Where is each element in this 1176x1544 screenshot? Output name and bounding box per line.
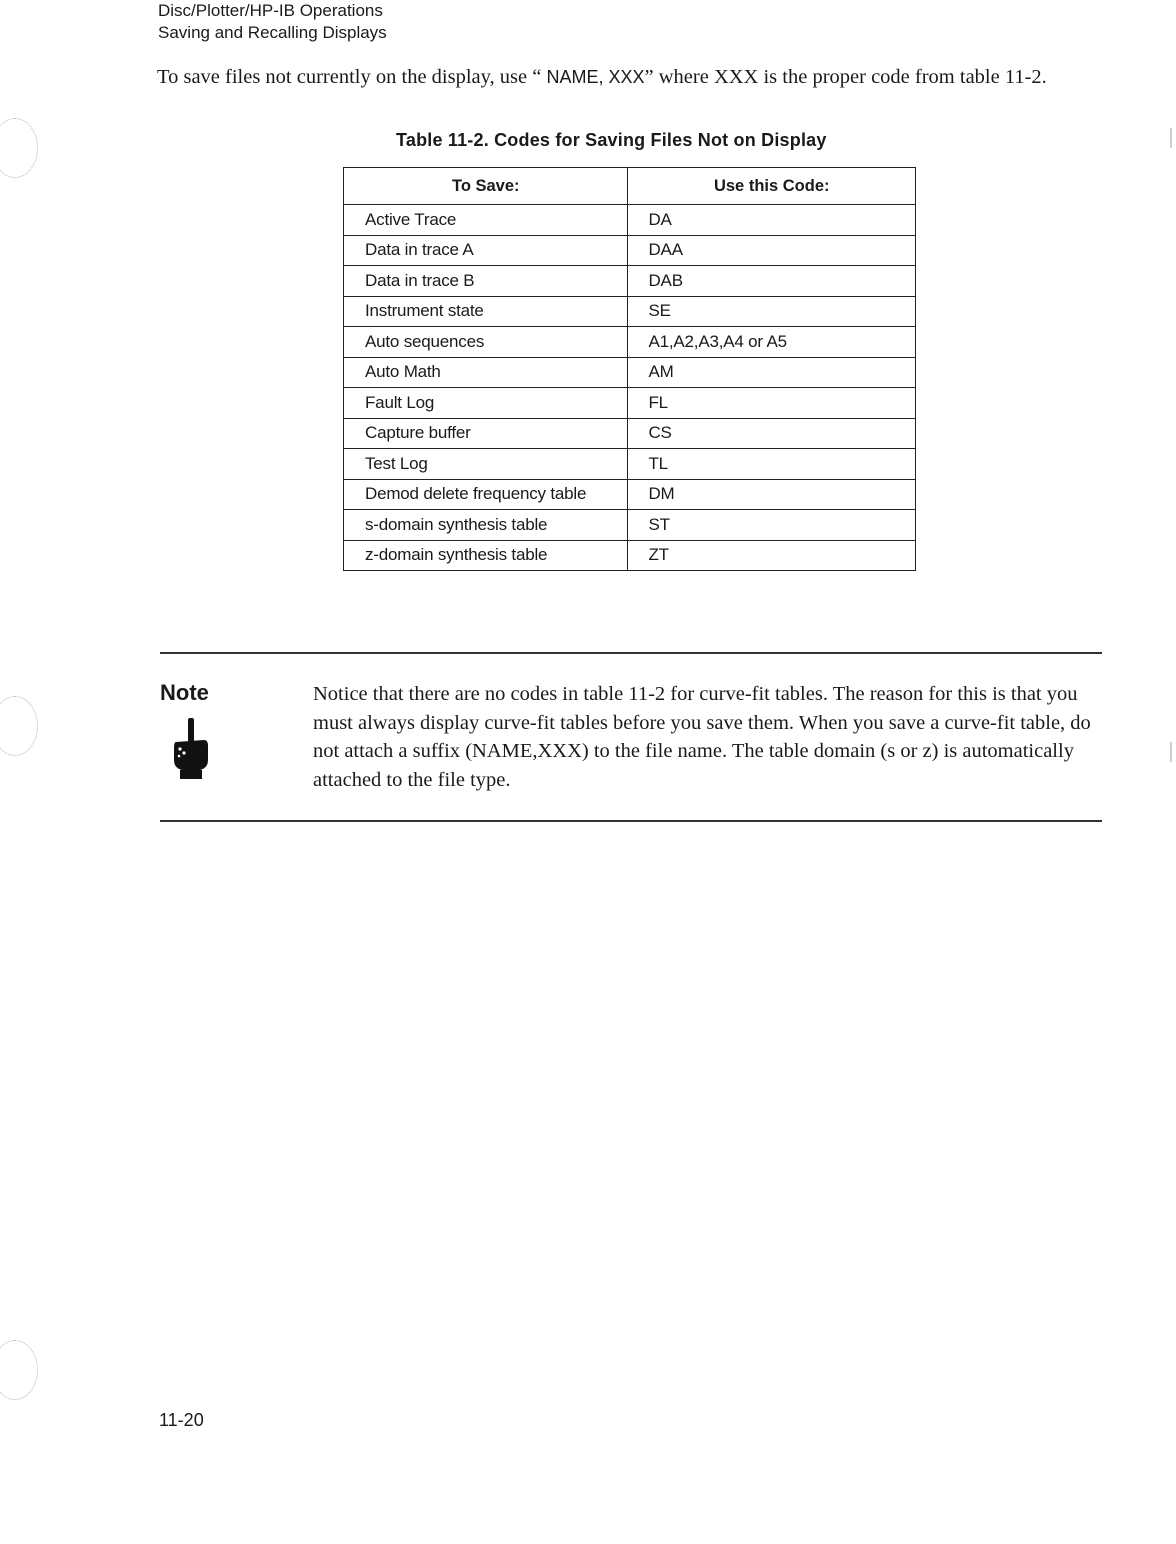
punch-hole [0, 118, 38, 178]
table-row [344, 327, 916, 358]
note-label: Note [160, 680, 209, 705]
code-cell: DM [628, 479, 916, 510]
code-cell: A1,A2,A3,A4 or A5 [628, 327, 916, 358]
item-cell: s-domain synthesis table [344, 510, 628, 541]
code-cell: ZT [628, 540, 916, 571]
edge-mark [1170, 128, 1172, 148]
code-cell: DAA [628, 235, 916, 266]
code-cell: CS [628, 418, 916, 449]
item-cell: Test Log [344, 449, 628, 480]
item-cell: Capture buffer [344, 418, 628, 449]
item-cell: Fault Log [344, 388, 628, 419]
intro-code-example: NAME, XXX [546, 67, 645, 87]
table-row [344, 418, 916, 449]
table-header-row [344, 168, 916, 205]
table-row [344, 357, 916, 388]
code-cell: FL [628, 388, 916, 419]
table-row [344, 449, 916, 480]
item-cell: Auto Math [344, 357, 628, 388]
header-section: Saving and Recalling Displays [158, 23, 387, 42]
item-cell: z-domain synthesis table [344, 540, 628, 571]
note-bottom-rule [160, 820, 1102, 822]
table-row [344, 510, 916, 541]
table-caption: Table 11-2. Codes for Saving Files Not on Display [396, 130, 827, 150]
table-row [344, 296, 916, 327]
header-chapter: Disc/Plotter/HP-IB Operations [158, 1, 383, 20]
pointing-hand-icon [168, 716, 212, 780]
note-text: Notice that there are no codes in table 11-2 for curve-fit tables. The reason for this is that you must always display curve-fit tables before you save them. When you save a curve-fit table, do not attach a suffix (NAME,XXX) to the file name. The table domain (s or z) is automatically attached to the file type. [313, 683, 1091, 791]
intro-text-start: To save files not currently on the display, use “ [157, 66, 547, 88]
table-row [344, 388, 916, 419]
code-cell: TL [628, 449, 916, 480]
table-row [344, 479, 916, 510]
code-cell: DAB [628, 266, 916, 297]
table-row [344, 266, 916, 297]
running-header [158, 0, 387, 44]
punch-hole [0, 1340, 38, 1400]
page-number: 11-20 [159, 1410, 204, 1430]
code-cell: AM [628, 357, 916, 388]
table-row [344, 540, 916, 571]
table-row [344, 235, 916, 266]
code-cell: DA [628, 205, 916, 236]
edge-mark [1170, 742, 1172, 762]
note-top-rule [160, 652, 1102, 654]
column-header-code: Use this Code: [628, 168, 916, 205]
item-cell: Active Trace [344, 205, 628, 236]
item-cell: Auto sequences [344, 327, 628, 358]
item-cell: Demod delete frequency table [344, 479, 628, 510]
column-header-to-save: To Save: [344, 168, 628, 205]
table-row [344, 205, 916, 236]
intro-paragraph [157, 63, 1057, 91]
code-cell: ST [628, 510, 916, 541]
item-cell: Data in trace A [344, 235, 628, 266]
item-cell: Data in trace B [344, 266, 628, 297]
punch-hole [0, 696, 38, 756]
codes-table [343, 167, 916, 571]
code-cell: SE [628, 296, 916, 327]
item-cell: Instrument state [344, 296, 628, 327]
intro-text-end: ” where XXX is the proper code from table 11-2. [644, 66, 1047, 88]
